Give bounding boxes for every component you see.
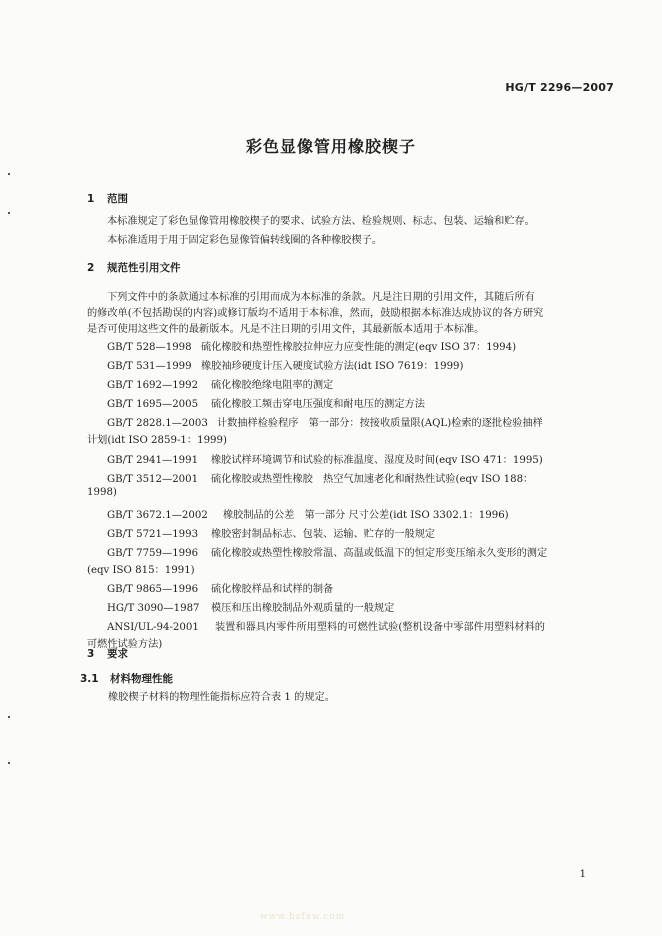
reference-code: GB/T 7759—1996: [107, 548, 199, 559]
reference-title: 橡胶袖珍硬度计压入硬度试验方法(idt ISO 7619：1999): [201, 361, 464, 372]
reference-item: [107, 580, 333, 595]
normative-references: [87, 288, 605, 668]
reference-item: [107, 395, 425, 410]
paragraph: 本标准规定了彩色显像管用橡胶楔子的要求、试验方法、检验规则、标志、包装、运输和贮存。: [107, 216, 535, 227]
reference-title: 计数抽样检验程序 第一部分：按接收质量限(AQL)检索的逐批检验抽样: [217, 418, 543, 429]
paragraph: 橡胶楔子材料的物理性能指标应符合表 1 的规定。: [108, 692, 335, 703]
reference-code: GB/T 3512—2001: [107, 474, 199, 485]
page-number: 1: [579, 869, 586, 880]
reference-title: 模压和压出橡胶制品外观质量的一般规定: [211, 603, 395, 614]
reference-code: GB/T 531—1999: [107, 361, 192, 372]
reference-item: [107, 618, 545, 633]
reference-title: 橡胶制品的公差 第一部分 尺寸公差(idt ISO 3302.1：1996): [223, 510, 509, 521]
reference-item: [107, 599, 394, 614]
watermark: www.bzfxw.com: [260, 912, 346, 922]
scan-mark: [8, 716, 10, 718]
reference-code: GB/T 3672.1—2002: [107, 510, 208, 521]
reference-title: 硫化橡胶或热塑性橡胶常温、高温或低温下的恒定形变压缩永久变形的测定: [211, 548, 548, 559]
reference-item: [107, 470, 533, 485]
reference-title: 硫化橡胶绝缘电阻率的测定: [211, 380, 334, 391]
reference-code: GB/T 2941—1991: [107, 455, 199, 466]
reference-item: [107, 376, 333, 391]
reference-code: GB/T 528—1998: [107, 342, 192, 353]
reference-title: 硫化橡胶和热塑性橡胶拉伸应力应变性能的测定(eqv ISO 37：1994): [201, 342, 517, 353]
reference-title: 硫化橡胶或热塑性橡胶 热空气加速老化和耐热性试验(eqv ISO 188：: [211, 474, 534, 485]
section-number: 3: [87, 648, 95, 660]
subsection-3-1-heading: [80, 671, 173, 686]
reference-item: [107, 451, 543, 466]
page-title: 彩色显像管用橡胶楔子: [245, 137, 416, 156]
reference-code: HG/T 3090—1987: [107, 603, 200, 614]
section-title: 范围: [107, 193, 128, 205]
reference-code: GB/T 1695—2005: [107, 399, 199, 410]
reference-item: [107, 414, 543, 429]
reference-item: [107, 338, 516, 353]
reference-item: [107, 357, 464, 372]
reference-item: [107, 544, 547, 559]
section-title: 规范性引用文件: [107, 262, 181, 274]
intro-line: 的修改单(不包括勘误的内容)或修订版均不适用于本标准，然而，鼓励根据本标准达成协议的各方研究: [87, 308, 544, 319]
reference-title: 橡胶试样环境调节和试验的标准温度、湿度及时间(eqv ISO 471：1995): [211, 455, 543, 466]
subsection-title: 材料物理性能: [110, 673, 173, 685]
reference-title: 橡胶密封制品标志、包装、运输、贮存的一般规定: [211, 529, 436, 540]
section-title: 要求: [107, 648, 128, 660]
section-3-heading: [87, 646, 128, 661]
intro-line: 下列文件中的条款通过本标准的引用而成为本标准的条款。凡是注日期的引用文件，其随后所有: [107, 292, 535, 303]
standard-number: HG/T 2296—2007: [505, 81, 614, 94]
reference-code: GB/T 9865—1996: [107, 584, 199, 595]
reference-title: 硫化橡胶样品和试样的制备: [211, 584, 334, 595]
scan-mark: [8, 212, 10, 214]
reference-continuation: 1998): [87, 487, 117, 498]
intro-line: 是否可使用这些文件的最新版本。凡是不注日期的引用文件，其最新版本适用于本标准。: [87, 324, 485, 335]
section-1-heading: [87, 191, 128, 206]
reference-code: ANSI/UL-94-2001: [107, 622, 199, 633]
reference-item: [107, 506, 509, 521]
section-number: 2: [87, 262, 95, 274]
paragraph: 本标准适用于用于固定彩色显像管偏转线圈的各种橡胶楔子。: [107, 235, 383, 246]
reference-code: GB/T 5721—1993: [107, 529, 199, 540]
scan-mark: [8, 173, 10, 175]
reference-title: 硫化橡胶工频击穿电压强度和耐电压的测定方法: [211, 399, 425, 410]
scan-mark: [8, 762, 10, 764]
reference-continuation: 计划(idt ISO 2859-1：1999): [87, 435, 227, 446]
reference-continuation: 可燃性试验方法): [87, 639, 163, 650]
reference-continuation: (eqv ISO 815：1991): [87, 565, 195, 576]
reference-code: GB/T 1692—1992: [107, 380, 199, 391]
section-2-heading: [87, 260, 181, 275]
reference-title: 装置和器具内零件所用塑料的可燃性试验(整机设备中零部件用塑料材料的: [215, 622, 545, 633]
section-number: 1: [87, 193, 95, 205]
subsection-number: 3.1: [80, 673, 99, 685]
reference-code: GB/T 2828.1—2003: [107, 418, 208, 429]
reference-item: [107, 525, 435, 540]
